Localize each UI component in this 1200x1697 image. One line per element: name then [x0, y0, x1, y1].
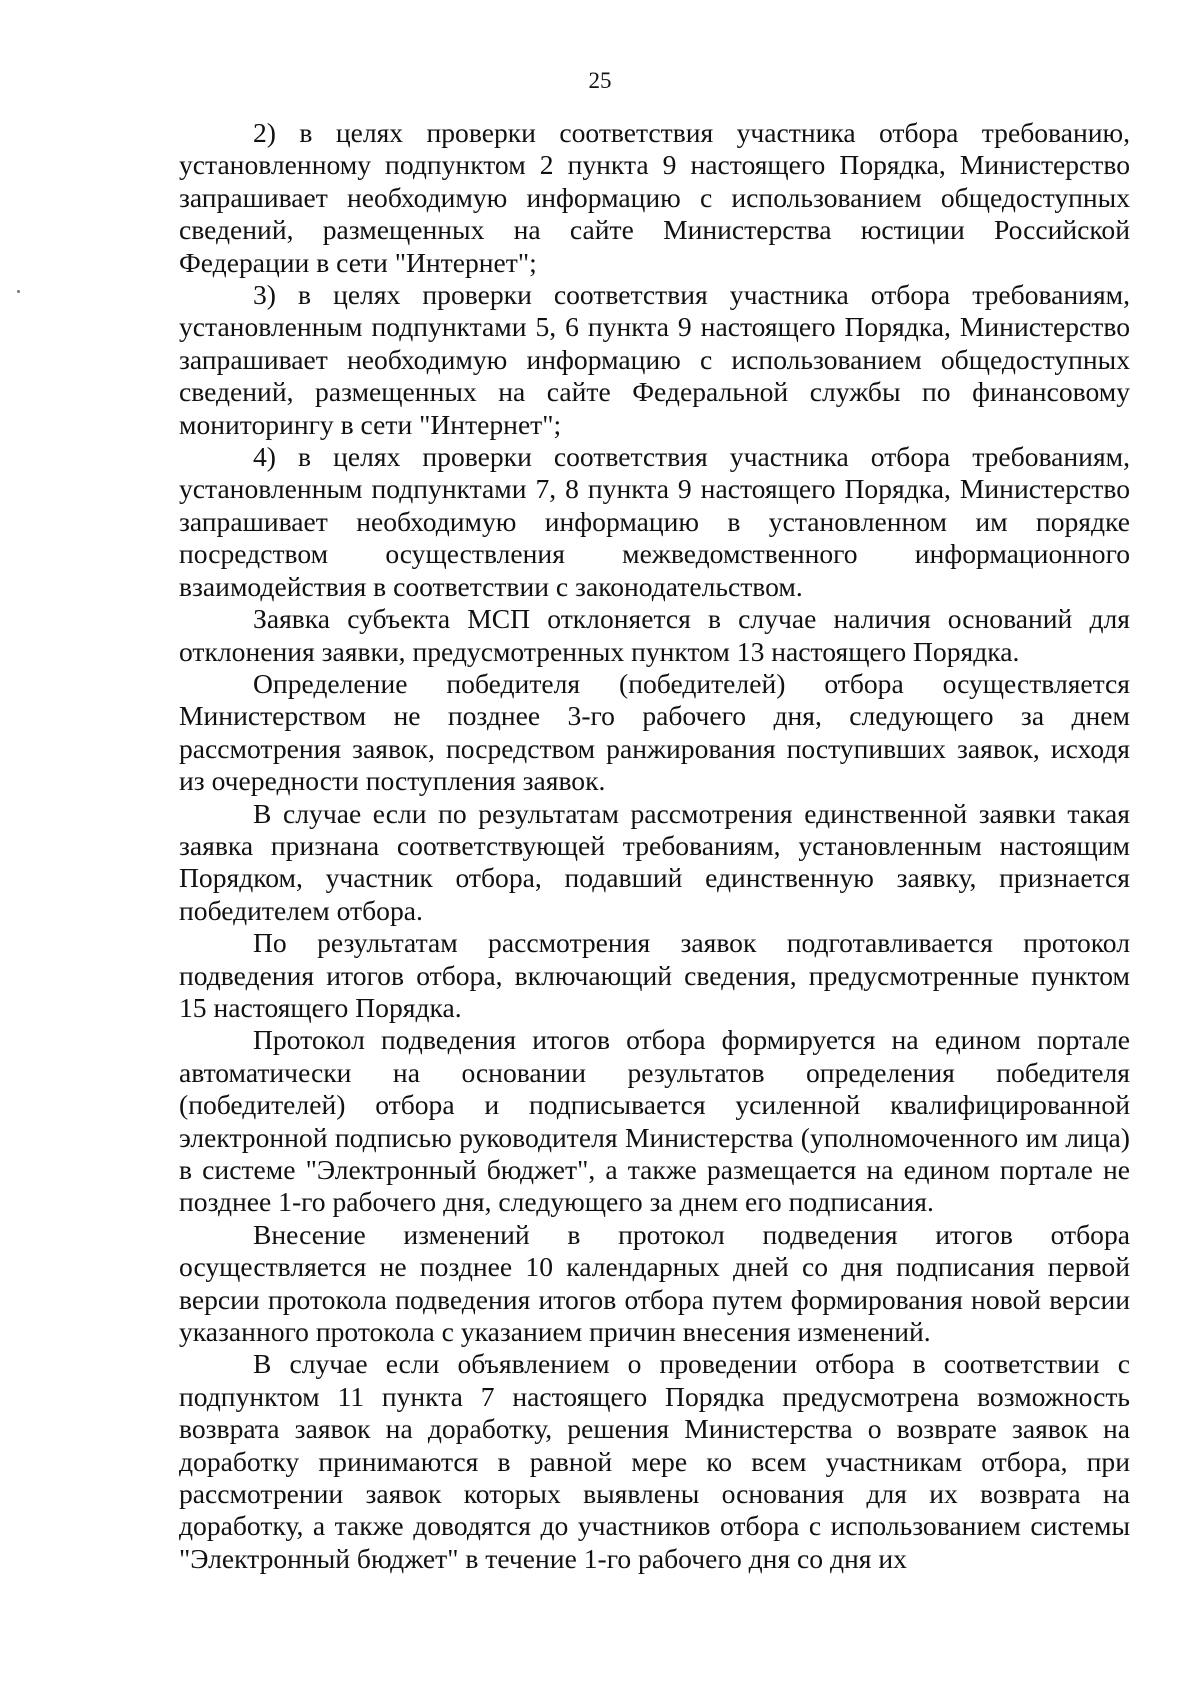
paragraph-single-application: В случае если по результатам рассмотрения единственной заявки такая заявка признана соответствующей требованиям, установленным настоящим Порядком, участник отбора, подавший единственную заявку, признается победителем отбора.: [179, 797, 1130, 926]
paragraph-protocol-prepared: По результатам рассмотрения заявок подготавливается протокол подведения итогов отбора, включающий сведения, предусмотренные пунктом 15 настоящего Порядка.: [179, 927, 1130, 1023]
paragraph-rejection: Заявка субъекта МСП отклоняется в случае наличия оснований для отклонения заявки, предусмотренных пунктом 13 настоящего Порядка.: [179, 603, 1130, 667]
body-text: [179, 117, 1130, 1575]
paragraph-item-3: 3) в целях проверки соответствия участника отбора требованиям, установленным подпунктами 5, 6 пункта 9 настоящего Порядка, Министерство запрашивает необходимую информацию с использованием общедоступных сведений, размещенных на сайте Федеральной службы по финансовому мониторингу в сети "Интернет";: [179, 279, 1130, 440]
scan-speck: [17, 290, 20, 293]
page-number: 25: [588, 68, 612, 93]
paragraph-winner-determination: Определение победителя (победителей) отбора осуществляется Министерством не позднее 3-го рабочего дня, следующего за днем рассмотрения заявок, посредством ранжирования поступивших заявок, исходя из очередности поступления заявок.: [179, 667, 1130, 797]
paragraph-item-4: 4) в целях проверки соответствия участника отбора требованиям, установленным подпунктами 7, 8 пункта 9 настоящего Порядка, Министерство запрашивает необходимую информацию в установленном им порядке посредством осуществления межведомственного информационного взаимодействия в соответствии с законодательством.: [179, 441, 1130, 602]
paragraph-protocol-changes: Внесение изменений в протокол подведения итогов отбора осуществляется не позднее 10 календарных дней со дня подписания первой версии протокола подведения итогов отбора путем формирования новой версии указанного протокола с указанием причин внесения изменений.: [179, 1218, 1130, 1348]
paragraph-item-2: 2) в целях проверки соответствия участника отбора требованию, установленному подпунктом 2 пункта 9 настоящего Порядка, Министерство запрашивает необходимую информацию с использованием общедоступных сведений, размещенных на сайте Министерства юстиции Российской Федерации в сети "Интернет";: [179, 117, 1130, 278]
paragraph-protocol-formed: Протокол подведения итогов отбора формируется на едином портале автоматически на основании результатов определения победителя (победителей) отбора и подписывается усиленной квалифицированной электронной подписью руководителя Министерства (уполномоченного им лица) в системе "Электронный бюджет", а также размещается на едином портале не позднее 1-го рабочего дня, следующего за днем его подписания.: [179, 1024, 1130, 1218]
paragraph-return-for-revision: В случае если объявлением о проведении отбора в соответствии с подпунктом 11 пункта 7 настоящего Порядка предусмотрена возможность возврата заявок на доработку, решения Министерства о возврате заявок на доработку принимаются в равной мере ко всем участникам отбора, при рассмотрении заявок которых выявлены основания для их возврата на доработку, а также доводятся до участников отбора с использованием системы "Электронный бюджет" в течение 1-го рабочего дня со дня их: [179, 1348, 1130, 1574]
